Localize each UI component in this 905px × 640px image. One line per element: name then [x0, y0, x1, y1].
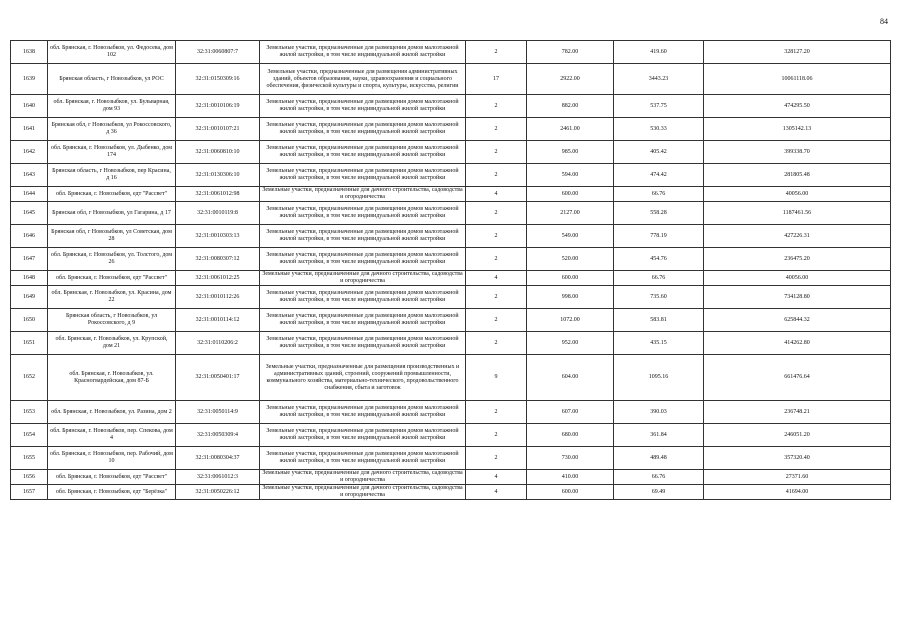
cadastral-number-cell: 32:31:0010114:12: [176, 309, 260, 332]
land-use-cell: Земельные участки, предназначенные для размещения домов малоэтажной жилой застройки, в том числе индивидуальной жилой застройки: [260, 309, 466, 332]
row-number: 1644: [11, 187, 48, 202]
row-number: 1643: [11, 164, 48, 187]
cadastral-number-cell: 32:31:0050226:12: [176, 485, 260, 500]
table-row: [11, 401, 891, 424]
use-type-code-cell: 2: [466, 95, 527, 118]
cadastral-value-cell: 734128.80: [704, 286, 891, 309]
specific-value-cell: 489.48: [614, 447, 704, 470]
area-cell: 680.00: [527, 424, 614, 447]
table-row: [11, 187, 891, 202]
table-row: [11, 141, 891, 164]
cadastral-number-cell: 32:31:0010303:13: [176, 225, 260, 248]
cadastral-value-cell: 10061118.06: [704, 64, 891, 95]
land-use-cell: Земельные участки, предназначенные для размещения домов малоэтажной жилой застройки, в том числе индивидуальной жилой застройки: [260, 164, 466, 187]
cadastral-value-cell: 357320.40: [704, 447, 891, 470]
address-cell: Брянская область, г Новозыбков, пер Красина, д 16: [48, 164, 176, 187]
use-type-code-cell: 9: [466, 355, 527, 401]
cadastral-number-cell: 32:31:0010106:19: [176, 95, 260, 118]
row-number: 1653: [11, 401, 48, 424]
row-number: 1641: [11, 118, 48, 141]
specific-value-cell: 405.42: [614, 141, 704, 164]
cadastral-number-cell: 32:31:0150309:16: [176, 64, 260, 95]
address-cell: Брянская обл, г Новозыбков, ул Гагарина, д 17: [48, 202, 176, 225]
specific-value-cell: 419.60: [614, 41, 704, 64]
cadastral-value-cell: 427226.31: [704, 225, 891, 248]
cadastral-number-cell: 32:31:0061012:3: [176, 470, 260, 485]
cadastral-value-cell: 474295.50: [704, 95, 891, 118]
address-cell: обл. Брянская, г. Новозыбков, пер. Рабочий, дом 10: [48, 447, 176, 470]
land-use-cell: Земельные участки, предназначенные для размещения домов малоэтажной жилой застройки, в том числе индивидуальной жилой застройки: [260, 286, 466, 309]
address-cell: обл. Брянская, г. Новозыбков, едт "Рассвет": [48, 187, 176, 202]
table-row: [11, 118, 891, 141]
area-cell: 998.00: [527, 286, 614, 309]
table-row: [11, 485, 891, 500]
table-row: [11, 64, 891, 95]
area-cell: 600.00: [527, 271, 614, 286]
row-number: 1651: [11, 332, 48, 355]
use-type-code-cell: 4: [466, 485, 527, 500]
land-use-cell: Земельные участки, предназначенные для размещения домов малоэтажной жилой застройки, в том числе индивидуальной жилой застройки: [260, 225, 466, 248]
specific-value-cell: 390.03: [614, 401, 704, 424]
cadastral-number-cell: 32:31:0060807:7: [176, 41, 260, 64]
address-cell: обл. Брянская, г. Новозыбков, пер. Спекова, дом 4: [48, 424, 176, 447]
row-number: 1650: [11, 309, 48, 332]
area-cell: 600.00: [527, 187, 614, 202]
registry-table: [10, 40, 891, 500]
row-number: 1657: [11, 485, 48, 500]
use-type-code-cell: 4: [466, 271, 527, 286]
table-row: [11, 95, 891, 118]
specific-value-cell: 66.76: [614, 187, 704, 202]
specific-value-cell: 583.81: [614, 309, 704, 332]
registry-rows: [11, 41, 891, 500]
cadastral-value-cell: 246051.20: [704, 424, 891, 447]
table-row: [11, 248, 891, 271]
row-number: 1642: [11, 141, 48, 164]
cadastral-value-cell: 236748.21: [704, 401, 891, 424]
area-cell: 2127.00: [527, 202, 614, 225]
address-cell: обл. Брянская, г. Новозыбков, ул. Красина, дом 22: [48, 286, 176, 309]
land-use-cell: Земельные участки, предназначенные для размещения домов малоэтажной жилой застройки, в том числе индивидуальной жилой застройки: [260, 95, 466, 118]
land-use-cell: Земельные участки, предназначенные для дачного строительства, садоводства и огородничества: [260, 470, 466, 485]
specific-value-cell: 66.76: [614, 470, 704, 485]
table-row: [11, 355, 891, 401]
cadastral-value-cell: 1187461.56: [704, 202, 891, 225]
address-cell: обл. Брянская, г. Новозыбков, ул. Крупской, дом 21: [48, 332, 176, 355]
row-number: 1639: [11, 64, 48, 95]
cadastral-value-cell: 40056.00: [704, 271, 891, 286]
address-cell: Брянская область, г Новозыбков, ул Рокоссовского, д 9: [48, 309, 176, 332]
area-cell: 520.00: [527, 248, 614, 271]
table-row: [11, 202, 891, 225]
cadastral-value-cell: 414262.80: [704, 332, 891, 355]
area-cell: 730.00: [527, 447, 614, 470]
cadastral-value-cell: 236475.20: [704, 248, 891, 271]
land-use-cell: Земельные участки, предназначенные для дачного строительства, садоводства и огородничества: [260, 271, 466, 286]
table-row: [11, 164, 891, 187]
specific-value-cell: 69.49: [614, 485, 704, 500]
land-use-cell: Земельные участки, предназначенные для размещения административных зданий, объектов образования, науки, здравоохранения и социального обеспечения, физической культуры и спорта, культуры, искусства, религии: [260, 64, 466, 95]
land-use-cell: Земельные участки, предназначенные для размещения домов малоэтажной жилой застройки, в том числе индивидуальной жилой застройки: [260, 118, 466, 141]
use-type-code-cell: 2: [466, 447, 527, 470]
specific-value-cell: 1095.16: [614, 355, 704, 401]
cadastral-number-cell: 32:31:0060810:10: [176, 141, 260, 164]
area-cell: 782.00: [527, 41, 614, 64]
use-type-code-cell: 2: [466, 41, 527, 64]
land-use-cell: Земельные участки, предназначенные для размещения домов малоэтажной жилой застройки, в том числе индивидуальной жилой застройки: [260, 202, 466, 225]
area-cell: 549.00: [527, 225, 614, 248]
specific-value-cell: 435.15: [614, 332, 704, 355]
cadastral-value-cell: 281805.48: [704, 164, 891, 187]
area-cell: 882.00: [527, 95, 614, 118]
area-cell: 607.00: [527, 401, 614, 424]
use-type-code-cell: 2: [466, 248, 527, 271]
area-cell: 600.00: [527, 485, 614, 500]
address-cell: обл. Брянская, г. Новозыбков, ул. Красногвардейская, дом 87-Б: [48, 355, 176, 401]
specific-value-cell: 66.76: [614, 271, 704, 286]
use-type-code-cell: 2: [466, 202, 527, 225]
address-cell: обл. Брянская, г. Новозыбков, ул. Толстого, дом 26: [48, 248, 176, 271]
specific-value-cell: 778.19: [614, 225, 704, 248]
use-type-code-cell: 2: [466, 225, 527, 248]
land-use-cell: Земельные участки, предназначенные для размещения домов малоэтажной жилой застройки, в том числе индивидуальной жилой застройки: [260, 447, 466, 470]
row-number: 1654: [11, 424, 48, 447]
address-cell: обл. Брянская, г. Новозыбков, ул. Разина, дом 2: [48, 401, 176, 424]
cadastral-number-cell: 32:31:0110206:2: [176, 332, 260, 355]
specific-value-cell: 474.42: [614, 164, 704, 187]
cadastral-number-cell: 32:31:0080304:37: [176, 447, 260, 470]
table-row: [11, 447, 891, 470]
area-cell: 985.00: [527, 141, 614, 164]
use-type-code-cell: 17: [466, 64, 527, 95]
table-row: [11, 309, 891, 332]
area-cell: 594.00: [527, 164, 614, 187]
table-row: [11, 424, 891, 447]
address-cell: обл. Брянская, г. Новозыбков, едт "Берёзка": [48, 485, 176, 500]
address-cell: Брянская область, г Новозыбков, ул РОС: [48, 64, 176, 95]
use-type-code-cell: 2: [466, 309, 527, 332]
use-type-code-cell: 2: [466, 164, 527, 187]
specific-value-cell: 361.84: [614, 424, 704, 447]
cadastral-number-cell: 32:31:0130306:10: [176, 164, 260, 187]
area-cell: 604.00: [527, 355, 614, 401]
cadastral-number-cell: 32:31:0061012:98: [176, 187, 260, 202]
use-type-code-cell: 2: [466, 424, 527, 447]
table-row: [11, 470, 891, 485]
cadastral-value-cell: 1305142.13: [704, 118, 891, 141]
cadastral-number-cell: 32:31:0010119:8: [176, 202, 260, 225]
area-cell: 2461.00: [527, 118, 614, 141]
row-number: 1652: [11, 355, 48, 401]
land-use-cell: Земельные участки, предназначенные для дачного строительства, садоводства и огородничества: [260, 187, 466, 202]
page-number: 84: [880, 17, 888, 26]
use-type-code-cell: 2: [466, 118, 527, 141]
area-cell: 410.00: [527, 470, 614, 485]
row-number: 1655: [11, 447, 48, 470]
table-row: [11, 41, 891, 64]
row-number: 1656: [11, 470, 48, 485]
specific-value-cell: 454.76: [614, 248, 704, 271]
address-cell: обл. Брянская, г. Новозыбков, ул. Дыбенко, дом 174: [48, 141, 176, 164]
use-type-code-cell: 2: [466, 141, 527, 164]
land-use-cell: Земельные участки, предназначенные для размещения домов малоэтажной жилой застройки, в том числе индивидуальной жилой застройки: [260, 248, 466, 271]
area-cell: 952.00: [527, 332, 614, 355]
specific-value-cell: 3443.23: [614, 64, 704, 95]
cadastral-value-cell: 41694.00: [704, 485, 891, 500]
cadastral-value-cell: 625844.32: [704, 309, 891, 332]
cadastral-number-cell: 32:31:0050309:4: [176, 424, 260, 447]
address-cell: обл. Брянская, г. Новозыбков, ул. Федосева, дом 102: [48, 41, 176, 64]
cadastral-value-cell: 27371.60: [704, 470, 891, 485]
row-number: 1638: [11, 41, 48, 64]
row-number: 1648: [11, 271, 48, 286]
cadastral-value-cell: 661476.64: [704, 355, 891, 401]
specific-value-cell: 530.33: [614, 118, 704, 141]
row-number: 1647: [11, 248, 48, 271]
use-type-code-cell: 2: [466, 401, 527, 424]
cadastral-value-cell: 399338.70: [704, 141, 891, 164]
cadastral-number-cell: 32:31:0050114:9: [176, 401, 260, 424]
use-type-code-cell: 4: [466, 187, 527, 202]
use-type-code-cell: 4: [466, 470, 527, 485]
cadastral-number-cell: 32:31:0010107:21: [176, 118, 260, 141]
area-cell: 2922.00: [527, 64, 614, 95]
address-cell: обл. Брянская, г. Новозыбков, ул. Бульварная, дом 93: [48, 95, 176, 118]
land-use-cell: Земельные участки, предназначенные для размещения производственных и административных зданий, строений, сооружений промышленности, коммунального хозяйства, материально-технического, продовольственного снабжения, сбыта и заготовок: [260, 355, 466, 401]
address-cell: Брянская обл, г Новозыбков, ул Рокоссовского, д 36: [48, 118, 176, 141]
land-use-cell: Земельные участки, предназначенные для размещения домов малоэтажной жилой застройки, в том числе индивидуальной жилой застройки: [260, 332, 466, 355]
use-type-code-cell: 2: [466, 286, 527, 309]
cadastral-number-cell: 32:31:0050401:17: [176, 355, 260, 401]
land-use-cell: Земельные участки, предназначенные для размещения домов малоэтажной жилой застройки, в том числе индивидуальной жилой застройки: [260, 41, 466, 64]
cadastral-number-cell: 32:31:0010112:26: [176, 286, 260, 309]
cadastral-number-cell: 32:31:0080307:12: [176, 248, 260, 271]
row-number: 1646: [11, 225, 48, 248]
specific-value-cell: 735.60: [614, 286, 704, 309]
cadastral-value-cell: 40056.00: [704, 187, 891, 202]
row-number: 1640: [11, 95, 48, 118]
cadastral-value-cell: 328127.20: [704, 41, 891, 64]
table-row: [11, 286, 891, 309]
cadastral-number-cell: 32:31:0061012:25: [176, 271, 260, 286]
specific-value-cell: 537.75: [614, 95, 704, 118]
land-use-cell: Земельные участки, предназначенные для размещения домов малоэтажной жилой застройки, в том числе индивидуальной жилой застройки: [260, 141, 466, 164]
area-cell: 1072.00: [527, 309, 614, 332]
specific-value-cell: 558.28: [614, 202, 704, 225]
land-use-cell: Земельные участки, предназначенные для дачного строительства, садоводства и огородничества: [260, 485, 466, 500]
use-type-code-cell: 2: [466, 332, 527, 355]
table-row: [11, 225, 891, 248]
table-row: [11, 332, 891, 355]
land-use-cell: Земельные участки, предназначенные для размещения домов малоэтажной жилой застройки, в том числе индивидуальной жилой застройки: [260, 424, 466, 447]
row-number: 1649: [11, 286, 48, 309]
address-cell: Брянская обл, г Новозыбков, ул Советская, дом 28: [48, 225, 176, 248]
land-use-cell: Земельные участки, предназначенные для размещения домов малоэтажной жилой застройки, в том числе индивидуальной жилой застройки: [260, 401, 466, 424]
address-cell: обл. Брянская, г. Новозыбков, едт "Рассвет": [48, 470, 176, 485]
row-number: 1645: [11, 202, 48, 225]
address-cell: обл. Брянская, г. Новозыбков, едт "Рассвет": [48, 271, 176, 286]
table-row: [11, 271, 891, 286]
